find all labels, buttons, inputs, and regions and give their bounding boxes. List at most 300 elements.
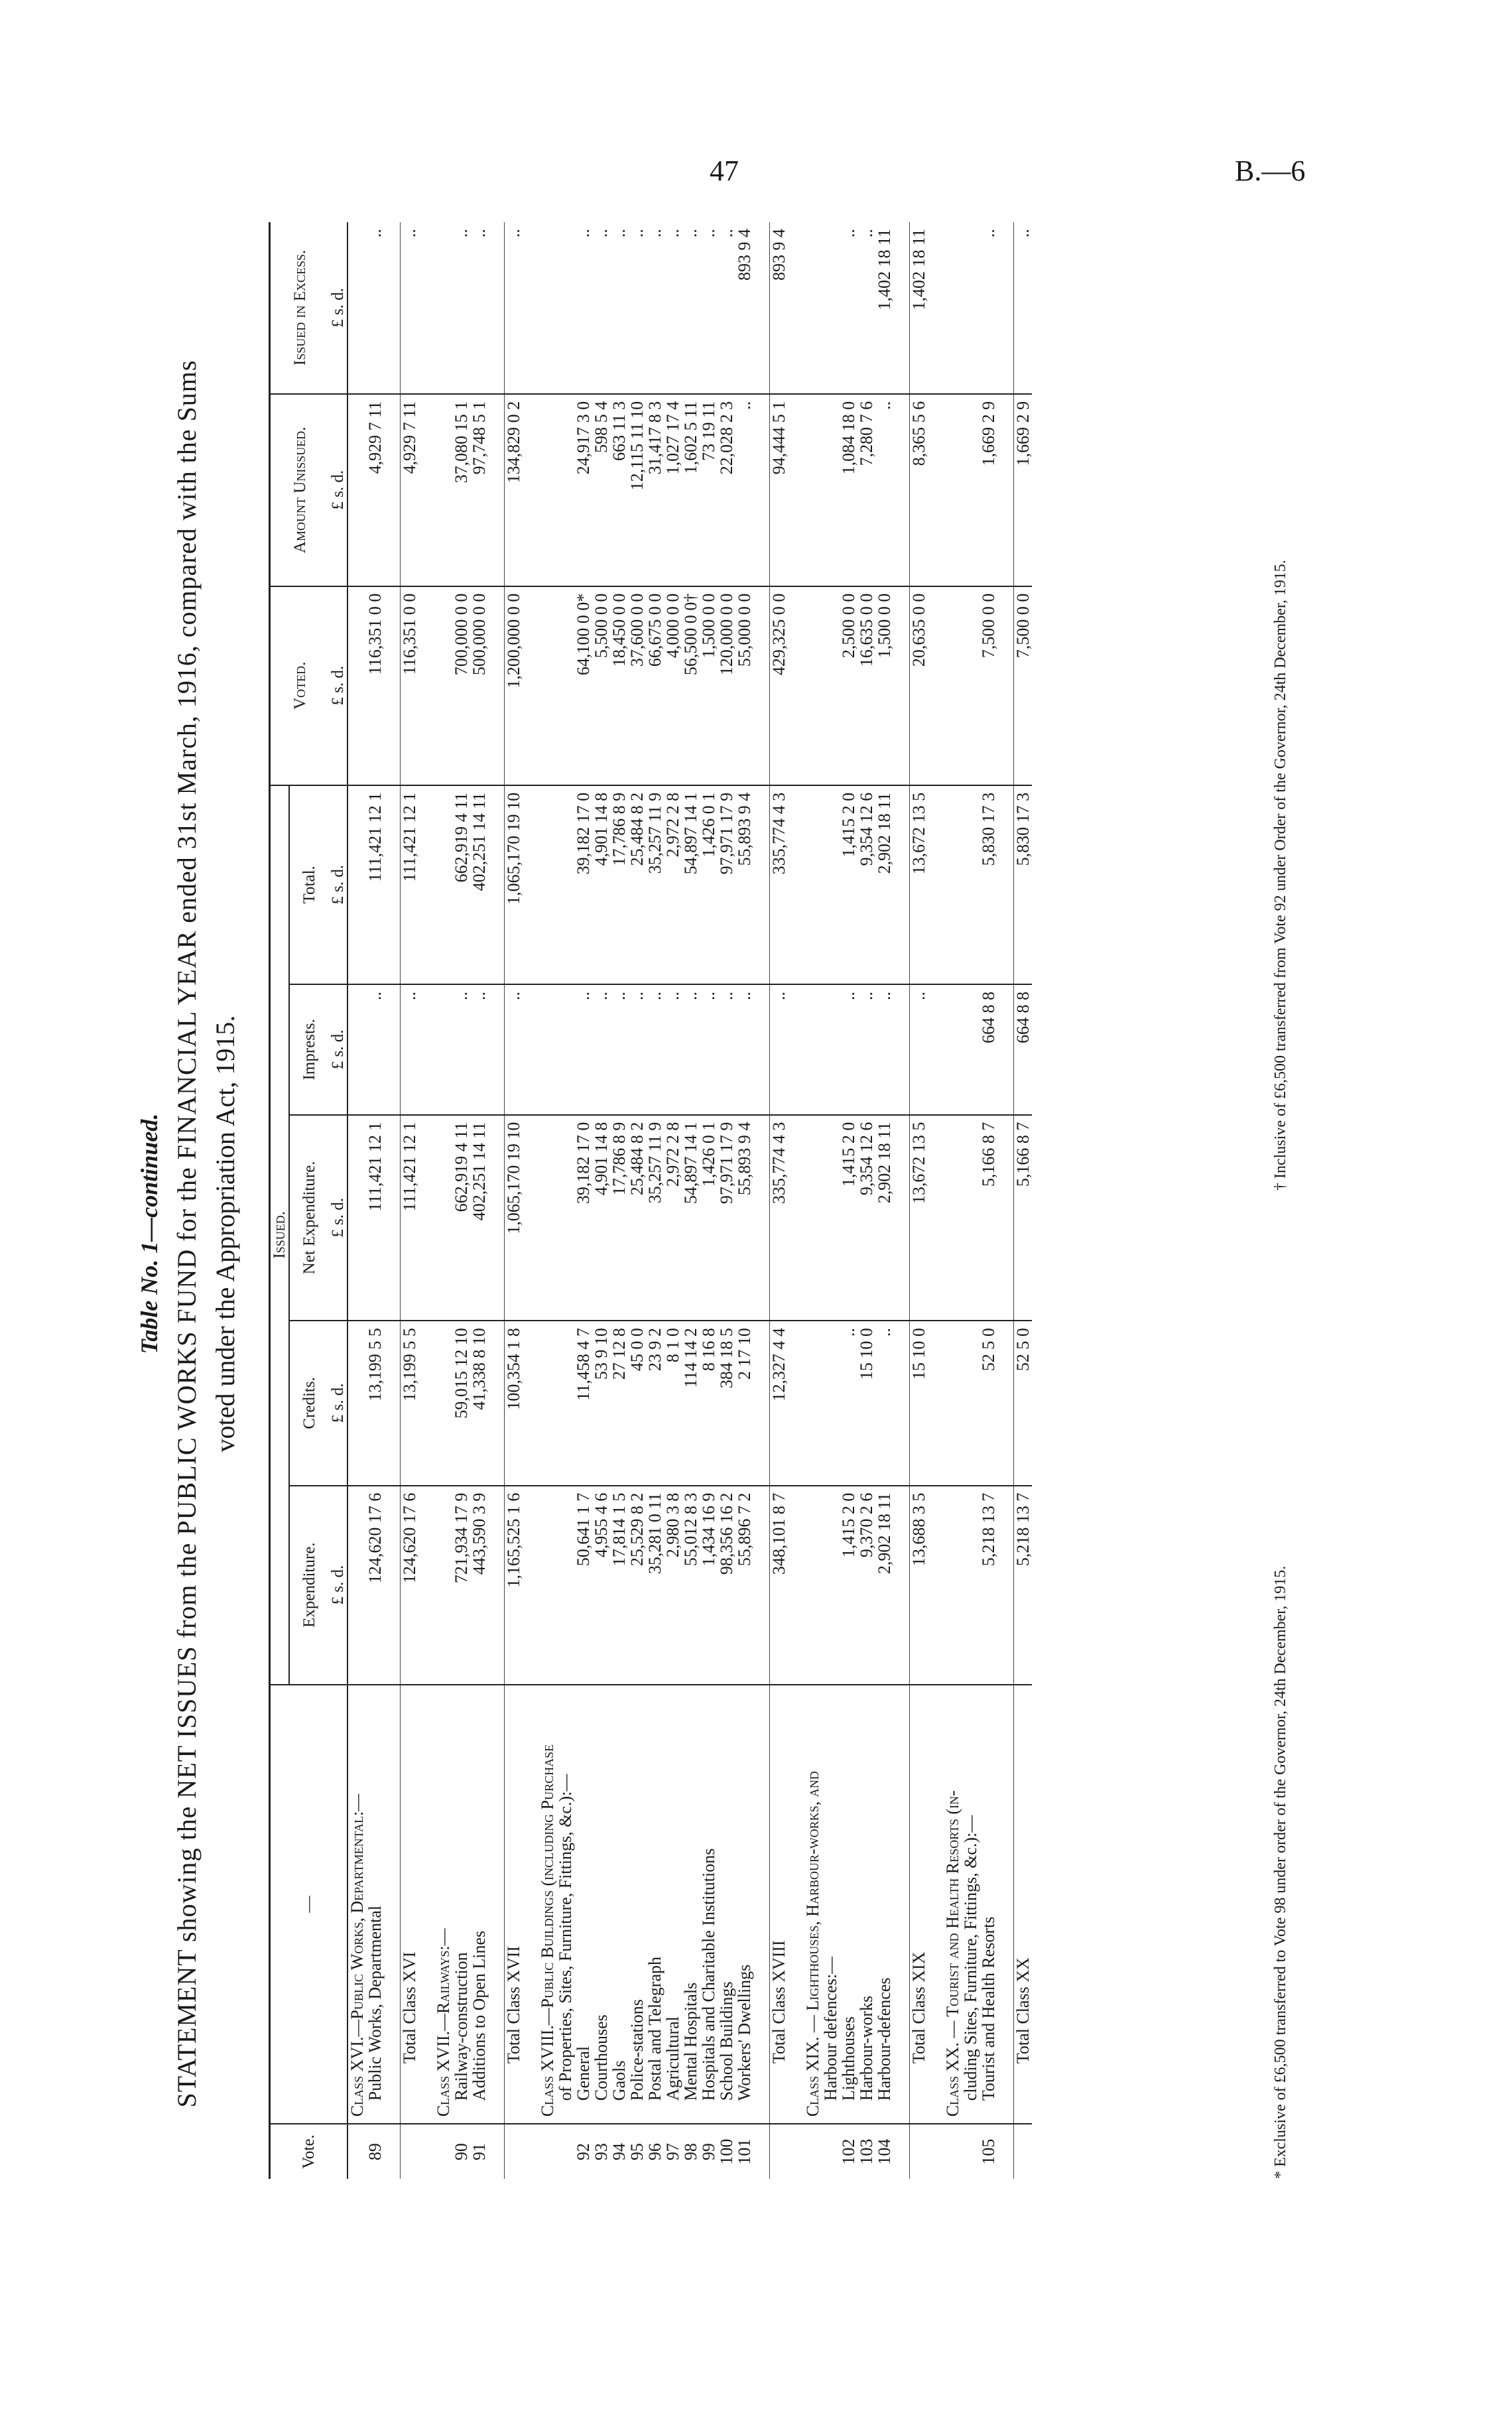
cell-tot: 402,251 14 11 — [470, 785, 488, 984]
item-label: Lighthouses — [840, 1685, 857, 2124]
cell-cr — [556, 1321, 574, 1485]
cell-cr — [434, 1321, 452, 1485]
vote-number — [770, 2124, 788, 2179]
class-heading: cluding Sites, Furniture, Fittings, &c.):— — [962, 1685, 979, 2124]
cell-voted: 16,635 0 0 — [857, 586, 875, 785]
item-label: Agricultural — [664, 1685, 682, 2124]
spacer-row — [928, 222, 944, 2179]
item-label: Mental Hospitals — [682, 1685, 700, 2124]
total-label: Total Class XVIII — [770, 1685, 788, 2124]
header-vote: Vote. — [270, 2124, 348, 2179]
cell-unissued: 8,365 5 6 — [910, 394, 928, 586]
item-label: Workers' Dwellings — [735, 1685, 753, 2124]
header-dash: — — [270, 1685, 348, 2124]
cell-exp: 4,955 4 6 — [592, 1486, 610, 1685]
header-row-1 — [270, 222, 290, 2179]
cell-tot: 4,901 14 8 — [592, 785, 610, 984]
cell-cr: 114 14 2 — [682, 1321, 700, 1485]
cell-exp — [944, 1486, 962, 1685]
class-heading-row — [434, 222, 452, 2179]
cell-imp: .. — [875, 984, 893, 1115]
cell-tot: 1,415 2 0 — [840, 785, 857, 984]
table-heading — [133, 216, 249, 2252]
cell-net: 1,426 0 1 — [700, 1115, 718, 1321]
cell-unissued — [434, 394, 452, 586]
cell-cr: 27 12 8 — [610, 1321, 628, 1485]
cell-net: 402,251 14 11 — [470, 1115, 488, 1321]
class-heading-row — [962, 222, 979, 2179]
cell-voted: 20,635 0 0 — [910, 586, 928, 785]
vote-number: 95 — [627, 2143, 647, 2161]
total-row — [910, 222, 928, 2179]
cell-unissued: 4,929 7 11 — [401, 394, 419, 586]
cell-excess: .. — [366, 222, 384, 394]
header-amount-unissued: Amount Unissued. — [270, 394, 330, 586]
cell-tot: 25,484 8 2 — [628, 785, 646, 984]
cell-net: 5,166 8 7 — [979, 1115, 997, 1321]
cell-tot: 5,830 17 3 — [979, 785, 997, 984]
cell-excess: .. — [857, 222, 875, 394]
cell-excess: .. — [470, 222, 488, 394]
cell-tot: 1,065,170 19 10 — [505, 785, 523, 984]
item-label: Postal and Telegraph — [646, 1685, 664, 2124]
cell-imp — [347, 984, 366, 1115]
header-voted: Voted. — [270, 586, 330, 785]
units-label: £ s. d. — [329, 984, 347, 1115]
cell-unissued: 1,084 18 0 — [840, 394, 857, 586]
cell-cr: 15 10 0 — [910, 1321, 928, 1485]
cell-exp: 5,218 13 7 — [1014, 1486, 1033, 1685]
table-row — [628, 222, 646, 2179]
table-title: Table No. 1—continued. — [136, 1113, 162, 1354]
class-heading-row — [822, 222, 840, 2179]
cell-exp — [434, 1486, 452, 1685]
item-label: Hospitals and Charitable Institutions — [700, 1685, 718, 2124]
footnote-star: * Exclusive of £6,500 transferred to Vote 98 under order of the Governor, 24th December, 1915. — [1272, 1565, 1289, 2179]
cell-unissued: 663 11 3 — [610, 394, 628, 586]
vote-number: 99 — [699, 2143, 718, 2161]
cell-net — [822, 1115, 840, 1321]
page-number: 47 — [710, 155, 739, 187]
cell-excess: .. — [452, 222, 470, 394]
class-heading: Class XVII.—Railways:— — [434, 1685, 452, 2124]
cell-cr: 8 1 0 — [664, 1321, 682, 1485]
cell-tot: 2,902 18 11 — [875, 785, 893, 984]
cell-net — [434, 1115, 452, 1321]
cell-unissued: 1,669 2 9 — [1014, 394, 1033, 586]
item-label: Tourist and Health Resorts — [979, 1685, 997, 2124]
header-imprests: Imprests. — [289, 984, 329, 1115]
cell-excess — [944, 222, 962, 394]
cell-net: 111,421 12 1 — [401, 1115, 419, 1321]
cell-net: 54,897 14 1 — [682, 1115, 700, 1321]
cell-cr: 53 9 10 — [592, 1321, 610, 1485]
cell-unissued: 94,444 5 1 — [770, 394, 788, 586]
cell-net: 1,415 2 0 — [840, 1115, 857, 1321]
item-label: Railway-construction — [452, 1685, 470, 2124]
cell-net: 13,672 13 5 — [910, 1115, 928, 1321]
cell-cr: 52 5 0 — [979, 1321, 997, 1485]
vote-number: 98 — [681, 2143, 700, 2161]
cell-voted — [944, 586, 962, 785]
cell-unissued — [804, 394, 822, 586]
cell-imp: .. — [664, 984, 682, 1115]
cell-exp — [538, 1486, 556, 1685]
cell-unissued: 1,027 17 4 — [664, 394, 682, 586]
total-row — [1014, 222, 1033, 2179]
cell-voted — [538, 586, 556, 785]
cell-excess — [538, 222, 556, 394]
cell-net: 2,902 18 11 — [875, 1115, 893, 1321]
cell-excess: 1,402 18 11 — [875, 222, 893, 394]
cell-tot: 9,354 12 6 — [857, 785, 875, 984]
units-label: £ s. d. — [329, 785, 347, 984]
vote-number: 102 — [839, 2138, 858, 2165]
cell-tot: 35,257 11 9 — [646, 785, 664, 984]
cell-imp: 664 8 8 — [1014, 984, 1033, 1115]
rotated-table-block — [133, 216, 1326, 2252]
cell-imp — [962, 984, 979, 1115]
cell-tot: 1,426 0 1 — [700, 785, 718, 984]
cell-cr: 13,199 5 5 — [366, 1321, 384, 1485]
cell-unissued — [347, 394, 366, 586]
cell-exp: 1,165,525 1 6 — [505, 1486, 523, 1685]
cell-net: 1,065,170 19 10 — [505, 1115, 523, 1321]
vote-number — [556, 2124, 574, 2179]
cell-excess — [804, 222, 822, 394]
cell-net: 2,972 2 8 — [664, 1115, 682, 1321]
item-label: Harbour-works — [857, 1685, 875, 2124]
class-heading: Class XIX. — Lighthouses, Harbour-works, and — [804, 1685, 822, 2124]
document-reference: B.—6 — [1235, 155, 1306, 187]
spacer-row — [893, 222, 910, 2179]
cell-cr — [347, 1321, 366, 1485]
cell-excess: .. — [664, 222, 682, 394]
cell-tot — [804, 785, 822, 984]
cell-imp: .. — [592, 984, 610, 1115]
units-label: £ s. d. — [329, 1115, 347, 1321]
item-label: Harbour-defences — [875, 1685, 893, 2124]
vote-number: 93 — [592, 2143, 611, 2161]
spacer-row — [997, 222, 1014, 2179]
units-label: £ s. d. — [329, 586, 347, 785]
cell-excess: .. — [1014, 222, 1033, 394]
cell-imp: 664 8 8 — [979, 984, 997, 1115]
cell-exp: 50,641 1 7 — [574, 1486, 592, 1685]
cell-voted: 7,500 0 0 — [1014, 586, 1033, 785]
cell-tot: 97,971 17 9 — [718, 785, 735, 984]
cell-net: 5,166 8 7 — [1014, 1115, 1033, 1321]
cell-cr: 8 16 8 — [700, 1321, 718, 1485]
class-heading: Class XVIII.—Public Buildings (including Purchase — [538, 1685, 556, 2124]
cell-tot: 54,897 14 1 — [682, 785, 700, 984]
units-label: £ s. d. — [329, 1486, 347, 1685]
cell-voted: 64,100 0 0* — [574, 586, 592, 785]
cell-cr: .. — [840, 1321, 857, 1485]
cell-unissued: 24,917 3 0 — [574, 394, 592, 586]
cell-imp: .. — [505, 984, 523, 1115]
total-row — [770, 222, 788, 2179]
cell-exp: 55,896 7 2 — [735, 1486, 753, 1685]
table-row — [979, 222, 997, 2179]
cell-voted: 116,351 0 0 — [401, 586, 419, 785]
table-row — [366, 222, 384, 2179]
spacer-row — [523, 222, 538, 2179]
cell-unissued: .. — [875, 394, 893, 586]
header-net-expenditure: Net Expenditure. — [289, 1115, 329, 1321]
cell-voted — [434, 586, 452, 785]
cell-net: 35,257 11 9 — [646, 1115, 664, 1321]
cell-excess: 1,402 18 11 — [910, 222, 928, 394]
cell-imp: .. — [470, 984, 488, 1115]
cell-excess: .. — [401, 222, 419, 394]
cell-voted — [804, 586, 822, 785]
cell-exp: 348,101 8 7 — [770, 1486, 788, 1685]
cell-excess: .. — [682, 222, 700, 394]
cell-tot: 13,672 13 5 — [910, 785, 928, 984]
cell-tot — [944, 785, 962, 984]
table-row — [646, 222, 664, 2179]
total-row — [505, 222, 523, 2179]
cell-excess — [434, 222, 452, 394]
vote-number — [505, 2124, 523, 2179]
cell-imp: .. — [910, 984, 928, 1115]
cell-cr: 2 17 10 — [735, 1321, 753, 1485]
cell-imp: .. — [857, 984, 875, 1115]
cell-net: 25,484 8 2 — [628, 1115, 646, 1321]
cell-unissued: 73 19 11 — [700, 394, 718, 586]
cell-exp: 1,415 2 0 — [840, 1486, 857, 1685]
cell-unissued: 37,080 15 1 — [452, 394, 470, 586]
table-row — [610, 222, 628, 2179]
cell-unissued: 1,602 5 11 — [682, 394, 700, 586]
cell-voted: 18,450 0 0 — [610, 586, 628, 785]
class-heading: Class XX. — Tourist and Health Resorts (in- — [944, 1685, 962, 2124]
table-row — [452, 222, 470, 2179]
cell-net: 111,421 12 1 — [366, 1115, 384, 1321]
cell-cr: 384 18 5 — [718, 1321, 735, 1485]
cell-unissued: 4,929 7 11 — [366, 394, 384, 586]
cell-cr: .. — [875, 1321, 893, 1485]
cell-tot — [434, 785, 452, 984]
cell-excess: 893 9 4 — [770, 222, 788, 394]
cell-cr: 59,015 12 10 — [452, 1321, 470, 1485]
table-row — [592, 222, 610, 2179]
cell-voted: 120,000 0 0 — [718, 586, 735, 785]
cell-exp — [822, 1486, 840, 1685]
vote-number: 90 — [452, 2143, 471, 2161]
class-heading-row — [538, 222, 556, 2179]
cell-exp: 1,434 16 9 — [700, 1486, 718, 1685]
cell-excess: .. — [628, 222, 646, 394]
cell-cr: 23 9 2 — [646, 1321, 664, 1485]
cell-exp: 443,590 3 9 — [470, 1486, 488, 1685]
cell-exp: 35,281 0 11 — [646, 1486, 664, 1685]
cell-imp: .. — [682, 984, 700, 1115]
cell-tot: 17,786 8 9 — [610, 785, 628, 984]
cell-imp: .. — [646, 984, 664, 1115]
cell-imp — [944, 984, 962, 1115]
cell-exp: 124,620 17 6 — [401, 1486, 419, 1685]
cell-voted: 56,500 0 0† — [682, 586, 700, 785]
cell-cr — [538, 1321, 556, 1485]
vote-number: 94 — [609, 2143, 629, 2161]
cell-net: 55,893 9 4 — [735, 1115, 753, 1321]
cell-exp — [804, 1486, 822, 1685]
table-row — [574, 222, 592, 2179]
statement-subtitle: voted under the Appropriation Act, 1915. — [210, 1015, 240, 1453]
cell-voted: 700,000 0 0 — [452, 586, 470, 785]
cell-voted: 429,325 0 0 — [770, 586, 788, 785]
cell-net: 17,786 8 9 — [610, 1115, 628, 1321]
class-heading-row — [804, 222, 822, 2179]
cell-tot: 662,919 4 11 — [452, 785, 470, 984]
cell-cr — [944, 1321, 962, 1485]
cell-voted — [962, 586, 979, 785]
cell-exp: 2,902 18 11 — [875, 1486, 893, 1685]
cell-excess: 893 9 4 — [735, 222, 753, 394]
cell-voted: 55,000 0 0 — [735, 586, 753, 785]
spacer-row — [788, 222, 804, 2179]
cell-imp — [434, 984, 452, 1115]
cell-cr: 45 0 0 — [628, 1321, 646, 1485]
vote-number — [822, 2124, 840, 2179]
item-label: Courthouses — [592, 1685, 610, 2124]
vote-number: 105 — [979, 2138, 998, 2165]
cell-unissued — [822, 394, 840, 586]
cell-imp: .. — [574, 984, 592, 1115]
cell-cr: 52 5 0 — [1014, 1321, 1033, 1485]
table-row — [857, 222, 875, 2179]
cell-tot: 55,893 9 4 — [735, 785, 753, 984]
table-row — [840, 222, 857, 2179]
cell-exp: 124,620 17 6 — [366, 1486, 384, 1685]
cell-excess — [556, 222, 574, 394]
cell-cr: 100,354 1 8 — [505, 1321, 523, 1485]
cell-voted: 2,500 0 0 — [840, 586, 857, 785]
cell-unissued: 22,028 2 3 — [718, 394, 735, 586]
cell-net: 97,971 17 9 — [718, 1115, 735, 1321]
item-label: Public Works, Departmental — [366, 1685, 384, 2124]
cell-cr: 41,338 8 10 — [470, 1321, 488, 1485]
cell-imp: .. — [628, 984, 646, 1115]
cell-tot: 335,774 4 3 — [770, 785, 788, 984]
header-issued-in-excess: Issued in Excess. — [270, 222, 330, 394]
cell-exp: 55,012 8 3 — [682, 1486, 700, 1685]
cell-net — [538, 1115, 556, 1321]
cell-excess: .. — [700, 222, 718, 394]
total-label: Total Class XIX — [910, 1685, 928, 2124]
vote-number: 100 — [717, 2138, 736, 2165]
cell-imp: .. — [700, 984, 718, 1115]
vote-number — [434, 2124, 452, 2179]
cell-voted — [556, 586, 574, 785]
table-row — [700, 222, 718, 2179]
cell-unissued — [962, 394, 979, 586]
cell-imp: .. — [452, 984, 470, 1115]
table-body — [347, 222, 1032, 2179]
cell-voted: 1,200,000 0 0 — [505, 586, 523, 785]
cell-exp: 98,356 16 2 — [718, 1486, 735, 1685]
cell-net — [944, 1115, 962, 1321]
cell-unissued: 598 5 4 — [592, 394, 610, 586]
cell-cr: 13,199 5 5 — [401, 1321, 419, 1485]
class-heading: of Properties, Sites, Furniture, Fittings, &c.):— — [556, 1685, 574, 2124]
units-label: £ s. d. — [329, 1321, 347, 1485]
footnote-dagger: † Inclusive of £6,500 transferred from Vote 92 under Order of the Governor, 24th December, 1915. — [1272, 560, 1289, 1191]
cell-excess — [347, 222, 366, 394]
cell-tot — [347, 785, 366, 984]
cell-net: 4,901 14 8 — [592, 1115, 610, 1321]
vote-number — [910, 2124, 928, 2179]
cell-excess — [822, 222, 840, 394]
units-label: £ s. d. — [329, 394, 347, 586]
cell-unissued: 31,417 8 3 — [646, 394, 664, 586]
cell-imp — [804, 984, 822, 1115]
cell-imp: .. — [735, 984, 753, 1115]
item-label: Additions to Open Lines — [470, 1685, 488, 2124]
cell-excess: .. — [592, 222, 610, 394]
spacer-row — [753, 222, 770, 2179]
cell-voted: 37,600 0 0 — [628, 586, 646, 785]
spacer-row — [384, 222, 401, 2179]
cell-unissued: 12,115 11 10 — [628, 394, 646, 586]
cell-imp: .. — [401, 984, 419, 1115]
vote-number: 104 — [875, 2138, 894, 2165]
vote-number: 92 — [574, 2143, 593, 2161]
cell-net — [962, 1115, 979, 1321]
header-expenditure: Expenditure. — [289, 1486, 329, 1685]
cell-tot — [962, 785, 979, 984]
cell-net — [804, 1115, 822, 1321]
vote-number: 103 — [857, 2138, 876, 2165]
statement-title: STATEMENT showing the NET ISSUES from the PUBLIC WORKS FUND for the FINANCIAL YEAR ended 31st March, 1916, compared with the Sums — [172, 359, 202, 2108]
cell-exp: 17,814 1 5 — [610, 1486, 628, 1685]
cell-voted: 4,000 0 0 — [664, 586, 682, 785]
cell-imp — [538, 984, 556, 1115]
total-row — [401, 222, 419, 2179]
cell-excess: .. — [718, 222, 735, 394]
cell-tot: 5,830 17 3 — [1014, 785, 1033, 984]
table-row — [682, 222, 700, 2179]
cell-net: 9,354 12 6 — [857, 1115, 875, 1321]
cell-voted: 500,000 0 0 — [470, 586, 488, 785]
cell-unissued — [556, 394, 574, 586]
cell-cr: 11,458 4 7 — [574, 1321, 592, 1485]
cell-unissued: 7,280 7 6 — [857, 394, 875, 586]
cell-net — [556, 1115, 574, 1321]
header-total: Total. — [289, 785, 329, 984]
vote-number — [538, 2124, 556, 2179]
cell-cr: 12,327 4 4 — [770, 1321, 788, 1485]
cell-cr — [962, 1321, 979, 1485]
cell-excess — [962, 222, 979, 394]
total-label: Total Class XVII — [505, 1685, 523, 2124]
cell-net: 335,774 4 3 — [770, 1115, 788, 1321]
units-label: £ s. d. — [329, 222, 347, 394]
cell-unissued — [944, 394, 962, 586]
table-row — [735, 222, 753, 2179]
cell-excess: .. — [505, 222, 523, 394]
header-credits: Credits. — [289, 1321, 329, 1485]
class-heading-row — [556, 222, 574, 2179]
cell-unissued: 97,748 5 1 — [470, 394, 488, 586]
vote-number — [962, 2124, 979, 2179]
cell-excess: .. — [646, 222, 664, 394]
spacer-row — [488, 222, 505, 2179]
vote-number: 96 — [645, 2143, 664, 2161]
cell-imp: .. — [770, 984, 788, 1115]
